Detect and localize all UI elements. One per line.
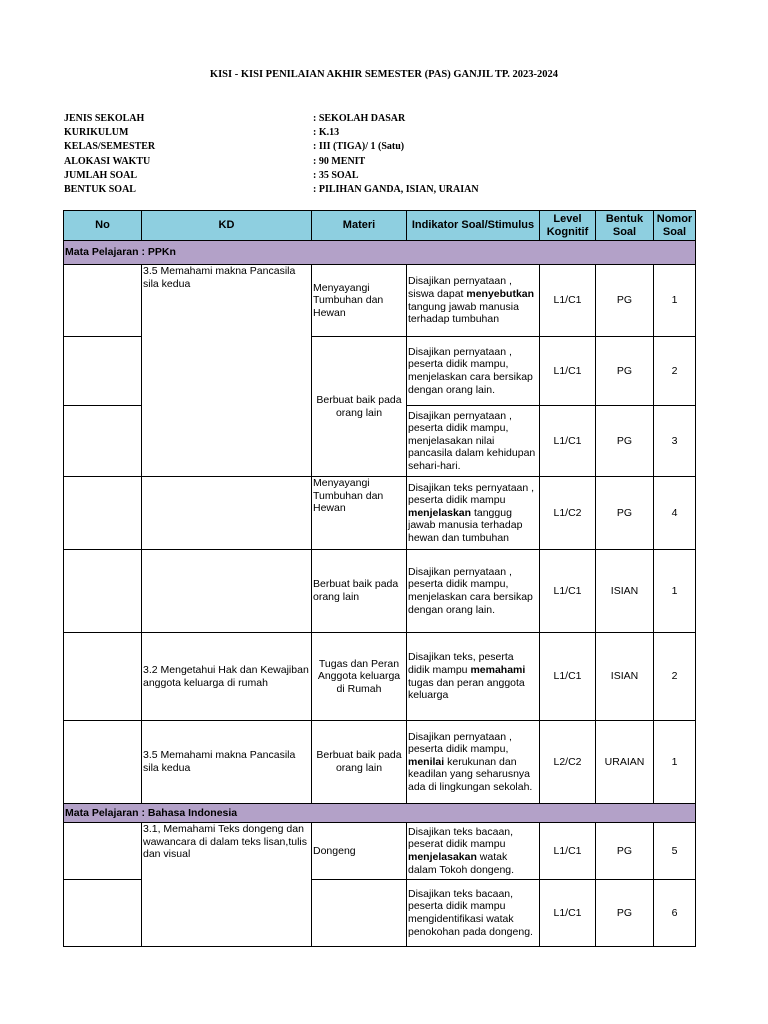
meta-row <box>64 126 479 140</box>
nomor-cell: 4 <box>654 477 696 550</box>
bentuk-cell: PG <box>596 265 654 337</box>
meta-row <box>64 169 479 183</box>
table-row <box>64 823 696 880</box>
header-indikator: Indikator Soal/Stimulus <box>407 211 540 241</box>
table-row <box>64 265 696 337</box>
kd-cell: 3.5 Memahami makna Pancasila sila kedua <box>142 265 312 477</box>
meta-label: KELAS/SEMESTER <box>64 141 156 153</box>
meta-label: BENTUK SOAL <box>64 183 136 195</box>
nomor-cell: 2 <box>654 633 696 721</box>
nomor-cell: 3 <box>654 406 696 477</box>
nomor-cell: 5 <box>654 823 696 880</box>
materi-cell: Berbuat baik pada orang lain <box>312 550 407 633</box>
no-cell <box>64 406 142 477</box>
materi-cell: Dongeng <box>312 823 407 880</box>
header-level: Level Kognitif <box>540 211 596 241</box>
indikator-cell: Disajikan pernyataan , peserta didik mampu, menjelaskan cara bersikap dengan orang lain. <box>407 337 540 406</box>
nomor-cell: 1 <box>654 721 696 804</box>
document-title: KISI - KISI PENILAIAN AKHIR SEMESTER (PAS) GANJIL TP. 2023-2024 <box>209 69 559 80</box>
table-row <box>64 721 696 804</box>
kd-cell: 3.1, Memahami Teks dongeng dan wawancara di dalam teks lisan,tulis dan visual <box>142 823 312 947</box>
table-header-row <box>64 211 696 241</box>
subject-row-ppkn <box>64 241 696 265</box>
subject-label: Mata Pelajaran : Bahasa Indonesia <box>64 804 696 823</box>
kd-cell: 3.5 Memahami makna Pancasila sila kedua <box>142 721 312 804</box>
level-cell: L1/C1 <box>540 880 596 947</box>
level-cell: L1/C2 <box>540 477 596 550</box>
materi-cell: Menyayangi Tumbuhan dan Hewan <box>312 477 407 550</box>
level-cell: L1/C1 <box>540 550 596 633</box>
level-cell: L1/C1 <box>540 823 596 880</box>
header-nomor: Nomor Soal <box>654 211 696 241</box>
school-info <box>64 112 479 197</box>
meta-value: : 35 SOAL <box>313 169 359 181</box>
nomor-cell: 6 <box>654 880 696 947</box>
indikator-cell: Disajikan pernyataan , siswa dapat menyebutkan tangung jawab manusia terhadap tumbuhan <box>407 265 540 337</box>
meta-label: JENIS SEKOLAH <box>64 113 145 124</box>
nomor-cell: 1 <box>654 550 696 633</box>
meta-value: : 90 MENIT <box>313 155 366 167</box>
indikator-cell: Disajikan pernyataan , peserta didik mampu, menjelasakan nilai pancasila dalam kehidupan sehari-hari. <box>407 406 540 477</box>
bentuk-cell: PG <box>596 477 654 550</box>
bentuk-cell: PG <box>596 823 654 880</box>
level-cell: L1/C1 <box>540 633 596 721</box>
level-cell: L1/C1 <box>540 406 596 477</box>
no-cell <box>64 633 142 721</box>
meta-label: ALOKASI WAKTU <box>64 155 151 167</box>
no-cell <box>64 477 142 550</box>
bentuk-cell: ISIAN <box>596 633 654 721</box>
table-row <box>64 477 696 550</box>
materi-cell <box>312 880 407 947</box>
kd-cell: 3.2 Mengetahui Hak dan Kewajiban anggota keluarga di rumah <box>142 633 312 721</box>
kd-cell <box>142 477 312 550</box>
level-cell: L2/C2 <box>540 721 596 804</box>
no-cell <box>64 880 142 947</box>
subject-label: Mata Pelajaran : PPKn <box>64 241 696 265</box>
no-cell <box>64 721 142 804</box>
meta-value: : K.13 <box>313 127 340 139</box>
meta-label: KURIKULUM <box>64 127 129 139</box>
nomor-cell: 2 <box>654 337 696 406</box>
indikator-cell: Disajikan teks bacaan, peserat didik mampu menjelasakan watak dalam Tokoh dongeng. <box>407 823 540 880</box>
materi-cell: Berbuat baik pada orang lain <box>312 721 407 804</box>
meta-row <box>64 112 479 126</box>
meta-row <box>64 155 479 169</box>
level-cell: L1/C1 <box>540 265 596 337</box>
indikator-cell: Disajikan pernyataan , peserta didik mampu, menjelaskan cara bersikap dengan orang lain. <box>407 550 540 633</box>
meta-row <box>64 140 479 154</box>
no-cell <box>64 265 142 337</box>
bentuk-cell: PG <box>596 337 654 406</box>
materi-cell: Berbuat baik pada orang lain <box>312 337 407 477</box>
meta-value: : III (TIGA)/ 1 (Satu) <box>313 141 405 153</box>
meta-value: : PILIHAN GANDA, ISIAN, URAIAN <box>313 183 479 195</box>
meta-row <box>64 183 479 197</box>
indikator-cell: Disajikan pernyataan , peserta didik mampu, menilai kerukunan dan keadilan yang seharusnya ada di lingkungan sekolah. <box>407 721 540 804</box>
indikator-cell: Disajikan teks, peserta didik mampu memahami tugas dan peran anggota keluarga <box>407 633 540 721</box>
meta-value: : SEKOLAH DASAR <box>313 113 406 124</box>
header-materi: Materi <box>312 211 407 241</box>
header-bentuk: Bentuk Soal <box>596 211 654 241</box>
level-cell: L1/C1 <box>540 337 596 406</box>
meta-label: JUMLAH SOAL <box>64 169 138 181</box>
table-row <box>64 550 696 633</box>
bentuk-cell: PG <box>596 406 654 477</box>
no-cell <box>64 823 142 880</box>
header-kd: KD <box>142 211 312 241</box>
kd-cell <box>142 550 312 633</box>
indikator-cell: Disajikan teks pernyataan , peserta didik mampu menjelaskan tanggug jawab manusia terhadap hewan dan tumbuhan <box>407 477 540 550</box>
table-row <box>64 633 696 721</box>
indikator-cell: Disajikan teks bacaan, peserta didik mampu mengidentifikasi watak penokohan pada dongeng. <box>407 880 540 947</box>
materi-cell: Menyayangi Tumbuhan dan Hewan <box>312 265 407 337</box>
no-cell <box>64 337 142 406</box>
subject-row-bahasa-indonesia <box>64 804 696 823</box>
kisi-table <box>63 210 696 947</box>
materi-cell: Tugas dan Peran Anggota keluarga di Rumah <box>312 633 407 721</box>
header-no: No <box>64 211 142 241</box>
bentuk-cell: URAIAN <box>596 721 654 804</box>
bentuk-cell: ISIAN <box>596 550 654 633</box>
nomor-cell: 1 <box>654 265 696 337</box>
no-cell <box>64 550 142 633</box>
bentuk-cell: PG <box>596 880 654 947</box>
